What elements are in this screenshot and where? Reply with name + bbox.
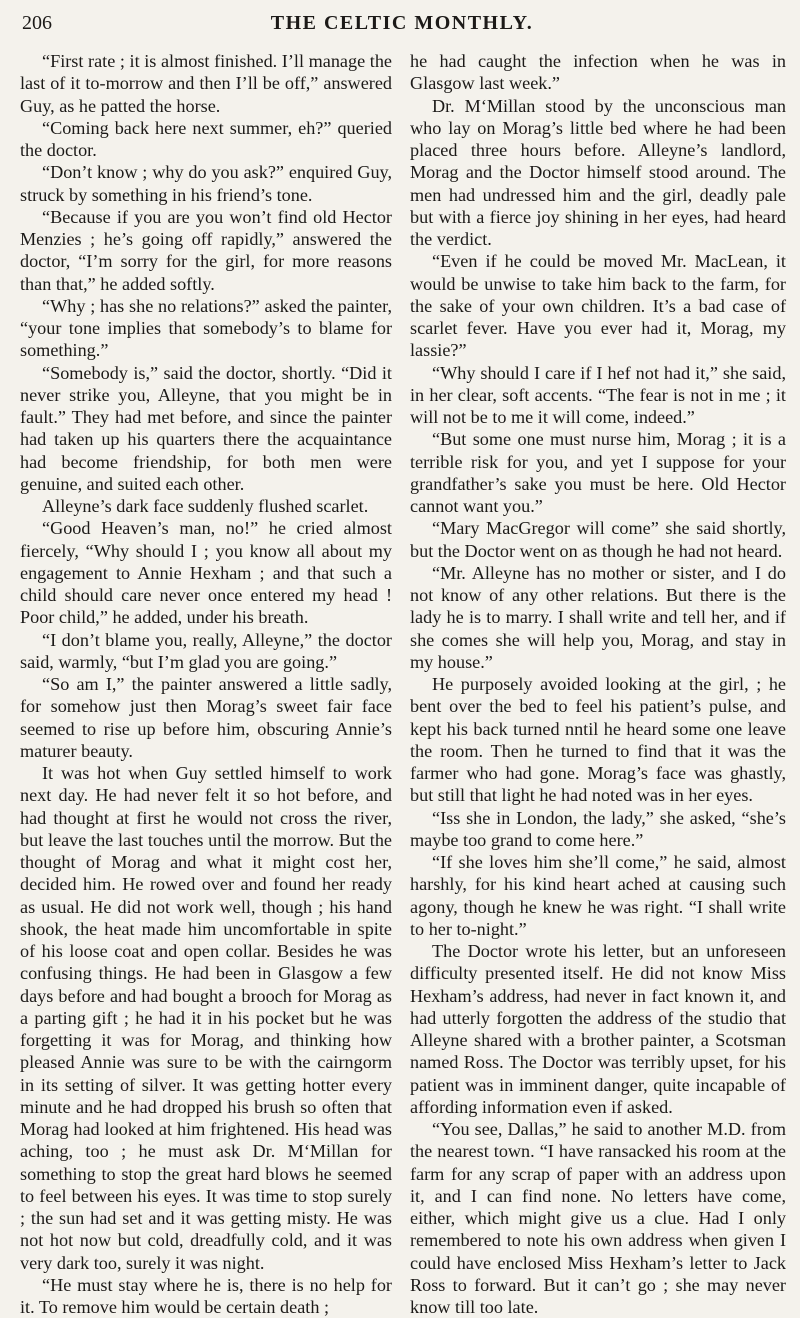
paragraph: “Mr. Alleyne has no mother or sister, and I do not know of any other relations. But there is the lady he is to marry. I shall write and tell her, and if she comes she will help you, Morag, and stay in my house.” xyxy=(410,562,786,672)
running-title: THE CELTIC MONTHLY. xyxy=(270,12,534,34)
left-column xyxy=(20,50,392,1318)
paragraph: “Coming back here next summer, eh?” queried the doctor. xyxy=(20,117,392,160)
paragraph: “Mary MacGregor will come” she said shortly, but the Doctor went on as though he had not heard. xyxy=(410,518,786,561)
page-number: 206 xyxy=(22,12,52,34)
paragraph-continued: he had caught the infection when he was in Glasgow last week.” xyxy=(410,51,786,94)
paragraph: Dr. M‘Millan stood by the unconscious man who lay on Morag’s little bed where he had been placed three hours before. Alleyne’s landlord, Morag and the Doctor himself stood around. The men had undressed him and the girl, deadly pale but with a fierce joy shining in her eyes, had heard the verdict. xyxy=(410,95,786,249)
paragraph: It was hot when Guy settled himself to work next day. He had never felt it so hot before, and had thought at first he would not cross the river, but leave the last touches until the morrow. But the thought of Morag and what it might cost her, decided him. He rowed over and found her ready as usual. He did not work well, though ; his hand shook, the heat made him uncomfortable in spite of his loose coat and open collar. Besides he was confusing things. He had been in Glasgow a few days before and had bought a brooch for Morag as a parting gift ; he had it in his pocket but he was forgetting it was for Morag, and thinking how pleased Annie was sure to be with the cairngorm in its setting of silver. It was getting hotter every minute and he had dropped his brush so often that Morag had looked at him frightened. His head was aching, too ; he must ask Dr. M‘Millan for something to stop the great hard blows he seemed to feel between his eyes. It was time to stop surely ; the sun had set and it was getting misty. He was not hot now but cold, dreadfully cold, and it was very dark too, surely it was night. xyxy=(20,763,392,1273)
paragraph: “But some one must nurse him, Morag ; it is a terrible risk for you, and yet I suppose for your grandfather’s sake you must be here. Old Hector cannot want you.” xyxy=(410,429,786,516)
paragraph: “Somebody is,” said the doctor, shortly. “Did it never strike you, Alleyne, that you might be in fault.” They had met before, and since the painter had taken up his quarters there the acquaintance had become friendship, for both men were genuine, and suited each other. xyxy=(20,362,392,494)
paragraph: “Even if he could be moved Mr. MacLean, it would be unwise to take him back to the farm, for the sake of your own children. It’s a bad case of scarlet fever. Have you ever had it, Morag, my lassie?” xyxy=(410,251,786,361)
paragraph: “First rate ; it is almost finished. I’ll manage the last of it to-morrow and then I’ll be off,” answered Guy, as he patted the horse. xyxy=(20,51,392,116)
paragraph: “If she loves him she’ll come,” he said, almost harshly, for his kind heart ached at causing such agony, though he knew he was right. “I shall write to her to-night.” xyxy=(410,852,786,939)
paragraph: “Why ; has she no relations?” asked the painter, “your tone implies that somebody’s to blame for something.” xyxy=(20,295,392,361)
paragraph: The Doctor wrote his letter, but an unforeseen difficulty presented itself. He did not know Miss Hexham’s address, had never in fact known it, and had utterly forgotten the address of the studio that Alleyne shared with a brother painter, a Scotsman named Ross. The Doctor was terribly upset, for his patient was in imminent danger, quite incapable of affording information even if asked. xyxy=(410,941,786,1117)
paragraph: “Why should I care if I hef not had it,” she said, in her clear, soft accents. “The fear is not in me ; it will not be to me it will come, indeed.” xyxy=(410,362,786,427)
paragraph: “You see, Dallas,” he said to another M.D. from the nearest town. “I have ransacked his room at the farm for any scrap of paper with an address upon it, and I can find none. No letters have come, either, which might give us a clue. Had I only remembered to note his own address when given I could have enclosed Miss Hexham’s letter to Jack Ross to forward. But it can’t go ; she may never know till too late. xyxy=(410,1119,786,1317)
right-column xyxy=(410,50,786,1318)
paragraph: “Because if you are you won’t find old Hector Menzies ; he’s going off rapidly,” answered the doctor, “I’m sorry for the girl, for more reasons than that,” he added softly. xyxy=(20,206,392,294)
paragraph: “I don’t blame you, really, Alleyne,” the doctor said, warmly, “but I’m glad you are going.” xyxy=(20,629,392,672)
paragraph: Alleyne’s dark face suddenly flushed scarlet. xyxy=(42,496,369,516)
paragraph: “Good Heaven’s man, no!” he cried almost fiercely, “Why should I ; you know all about my engagement to Annie Hexham ; and that such a child should care never once entered my head ! Poor child,” he added, under his breath. xyxy=(20,518,392,628)
page-header xyxy=(22,12,782,38)
paragraph: “Don’t know ; why do you ask?” enquired Guy, struck by something in his friend’s tone. xyxy=(20,162,392,205)
paragraph: He purposely avoided looking at the girl, ; he bent over the bed to feel his patient’s pulse, and kept his back turned nntil he heard some one leave the room. Then he turned to find that it was the farmer who had gone. Morag’s face was ghastly, but still that light he had noted was in her eyes. xyxy=(410,674,786,806)
paragraph: “Iss she in London, the lady,” she asked, “she’s maybe too grand to come here.” xyxy=(410,807,786,850)
paragraph: “He must stay where he is, there is no help for it. To remove him would be certain death ; xyxy=(20,1274,392,1317)
paragraph: “So am I,” the painter answered a little sadly, for somehow just then Morag’s sweet fair face seemed to rise up before him, obscuring Annie’s maturer beauty. xyxy=(20,674,392,761)
